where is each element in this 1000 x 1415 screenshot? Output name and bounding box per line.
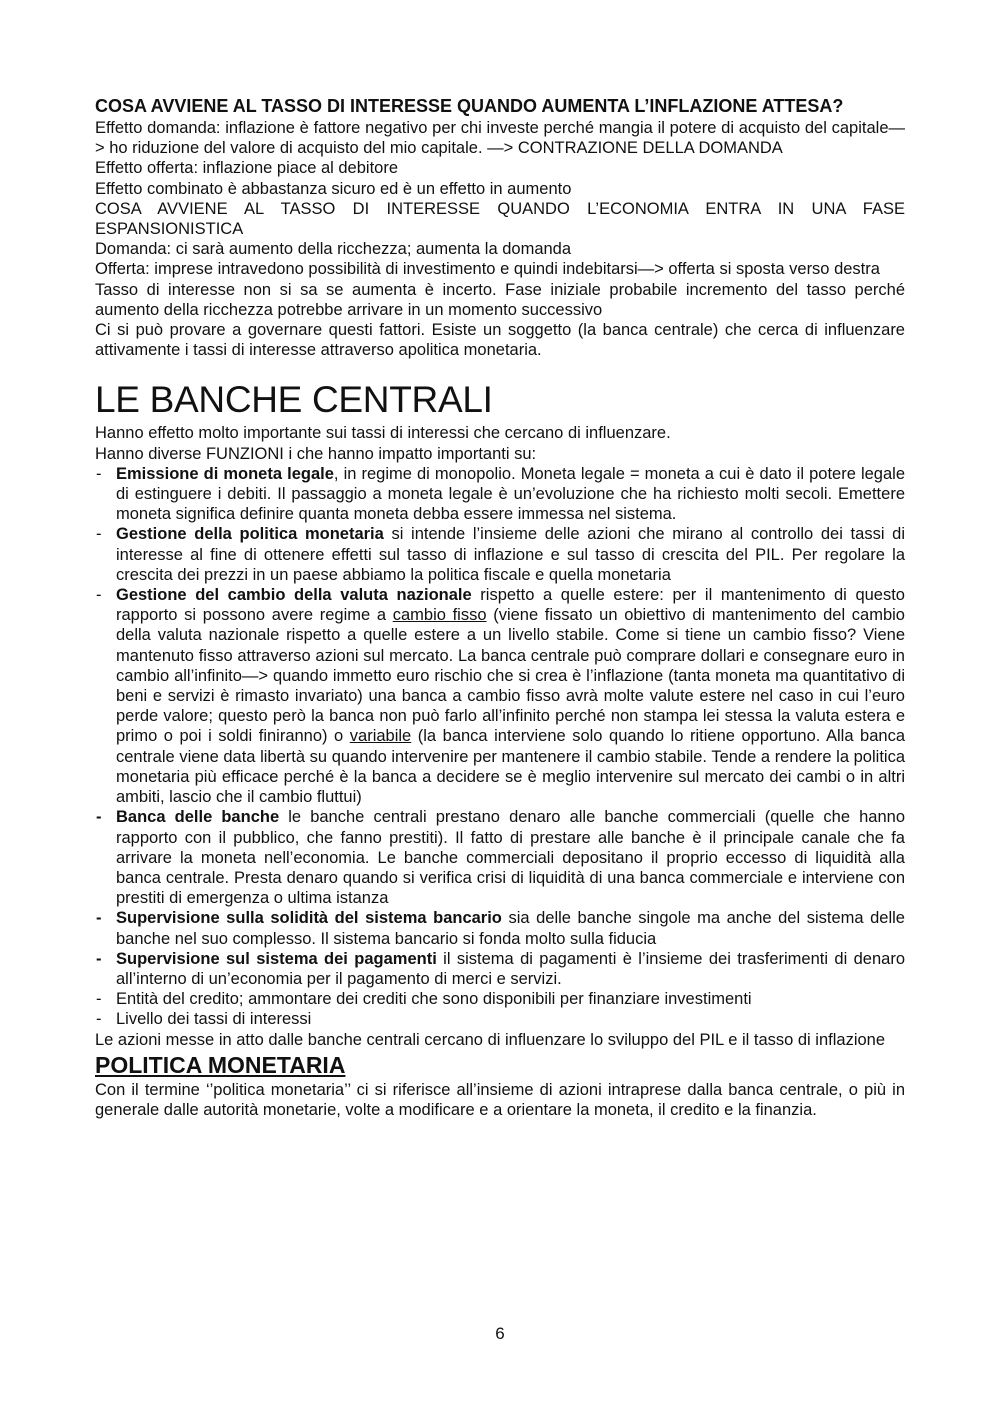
list-item-text: (la banca interviene solo quando lo ritiene opportuno. Alla banca centrale viene data libertà su quando intervenire per mantenere il cambio stabile. Tende a rendere la politica monetaria più efficace perché è la banca a decidere se è meglio intervenire sul mercato dei cambi o in altri ambiti, lascio che il cambio fluttui) xyxy=(116,727,906,807)
list-item xyxy=(95,807,905,908)
list-item xyxy=(95,949,905,989)
dash-bullet: - xyxy=(96,909,102,928)
page-number: 6 xyxy=(495,1324,505,1343)
section-title-monetary-policy: POLITICA MONETARIA xyxy=(95,1051,346,1078)
list-item-term: Supervisione sul sistema dei pagamenti xyxy=(116,949,437,968)
list-item-term: Gestione della politica monetaria xyxy=(116,525,384,544)
underlined-term-variable: variabile xyxy=(349,727,412,746)
list-item-term: Banca delle banche xyxy=(116,808,280,827)
intro-paragraph: Hanno effetto molto importante sui tassi di interessi che cercano di influenzare. xyxy=(95,424,671,443)
chapter-title: LE BANCHE CENTRALI xyxy=(95,379,493,421)
paragraph: Domanda: ci sarà aumento della ricchezza; aumenta la domanda xyxy=(95,240,572,259)
intro-paragraph: Hanno diverse FUNZIONI i che hanno impatto importanti su: xyxy=(95,444,537,463)
list-item xyxy=(95,524,905,585)
dash-bullet: - xyxy=(96,586,102,605)
list-item-text: le banche centrali prestano denaro alle banche commerciali (quelle che hanno rapporto con il pubblico, che fanno prestiti). Il fatto di prestare alle banche è il principale canale che fa arrivare la moneta nell’economia. Le banche commerciali depositano il proprio eccesso di liquidità alla banca centrale. Presta denaro quando si verifica crisi di liquidità di una banca commerciale e interviene con prestiti di emergenza o ultima istanza xyxy=(116,808,905,908)
paragraph: Effetto offerta: inflazione piace al debitore xyxy=(95,159,399,178)
list-item xyxy=(95,908,905,948)
underlined-term-fixed-exchange: cambio fisso xyxy=(392,606,487,625)
document-page xyxy=(95,94,905,1120)
list-item xyxy=(95,1009,905,1029)
list-item-text: il sistema di pagamenti è l’insieme dei trasferimenti di denaro all’interno di un’economia per il pagamento di merci e servizi. xyxy=(116,949,905,988)
list-item-text: rispetto a quelle estere: per il mantenimento di questo rapporto si possono avere regime a xyxy=(116,586,905,625)
functions-list xyxy=(95,464,905,1030)
list-item-text: , in regime di monopolio. Moneta legale = moneta a cui è dato il potere legale di estinguere i debiti. Il passaggio a moneta legale è un’evoluzione che ha richiesto molti secoli. Emettere moneta significa definire quanta moneta debba essere immessa nel sistema. xyxy=(116,464,905,524)
closing-paragraph: Le azioni messe in atto dalle banche centrali cercano di influenzare lo sviluppo del PIL e il tasso di inflazione xyxy=(95,1030,886,1049)
paragraph: Effetto combinato è abbastanza sicuro ed è un effetto in aumento xyxy=(95,179,572,198)
dash-bullet: - xyxy=(96,464,102,483)
dash-bullet: - xyxy=(96,1010,102,1029)
paragraph: Offerta: imprese intravedono possibilità di investimento e quindi indebitarsi—> offerta si sposta verso destra xyxy=(95,260,880,279)
list-item xyxy=(95,464,905,525)
paragraph: Ci si può provare a governare questi fattori. Esiste un soggetto (la banca centrale) che cerca di influenzare attivamente i tassi di interesse attraverso apolitica monetaria. xyxy=(95,321,905,360)
dash-bullet: - xyxy=(96,525,102,544)
dash-bullet: - xyxy=(96,990,102,1009)
list-item-text: Entità del credito; ammontare dei crediti che sono disponibili per finanziare investimenti xyxy=(116,990,752,1009)
list-item-term: Supervisione sulla solidità del sistema bancario xyxy=(116,909,502,928)
list-item-text: (viene fissato un obiettivo di mantenimento del cambio della valuta nazionale rispetto a quelle estere a un livello stabile. Come si tiene un cambio fisso? Viene mantenuto fisso attraverso azioni sul mercato. La banca centrale può comprare dollari e consegnare euro in cambio all’infinito—> quando immetto euro rischio che si crea è l’inflazione (tanta moneta ma quantitativo di beni e servizi è rimasto invariato) una banca a cambio fisso avrà molte valute estere nel caso in cui l’euro perde valore; questo però la banca non può farlo all’infinito perché non stampa lei stessa la valuta estera e primo o poi i soldi finiranno) o xyxy=(116,606,905,746)
list-item-term: Emissione di moneta legale xyxy=(116,464,334,483)
paragraph: COSA AVVIENE AL TASSO DI INTERESSE QUANDO L’ECONOMIA ENTRA IN UNA FASE ESPANSIONISTICA xyxy=(95,199,905,239)
dash-bullet: - xyxy=(96,949,102,968)
list-item xyxy=(95,989,905,1009)
paragraph: Con il termine ‘’politica monetaria’’ ci si riferisce all’insieme di azioni intraprese dalla banca centrale, o più in generale dalle autorità monetarie, volte a modificare e a orientare la moneta, il credito e la finanzia. xyxy=(95,1080,905,1119)
dash-bullet: - xyxy=(96,808,102,827)
list-item-text: sia delle banche singole ma anche del sistema delle banche nel suo complesso. Il sistema bancario si fonda molto sulla fiducia xyxy=(116,909,905,948)
paragraph: Tasso di interesse non si sa se aumenta è incerto. Fase iniziale probabile incremento del tasso perché aumento della ricchezza potrebbe arrivare in un momento successivo xyxy=(95,280,905,319)
list-item xyxy=(95,585,905,807)
paragraph: Effetto domanda: inflazione è fattore negativo per chi investe perché mangia il potere di acquisto del capitale—> ho riduzione del valore di acquisto del mio capitale. —> CONTRAZIONE DELLA DOMANDA xyxy=(95,119,905,158)
list-item-text: si intende l’insieme delle azioni che mirano al controllo dei tassi di interesse al fine di ottenere effetti sul tasso di inflazione e sul tasso di crescita del PIL. Per regolare la crescita dei prezzi in un paese abbiamo la politica fiscale e quella monetaria xyxy=(116,525,905,584)
section-heading-inflation: COSA AVVIENE AL TASSO DI INTERESSE QUANDO AUMENTA L’INFLAZIONE ATTESA? xyxy=(95,96,844,116)
list-item-text: Livello dei tassi di interessi xyxy=(116,1010,312,1029)
list-item-term: Gestione del cambio della valuta nazionale xyxy=(116,586,472,605)
